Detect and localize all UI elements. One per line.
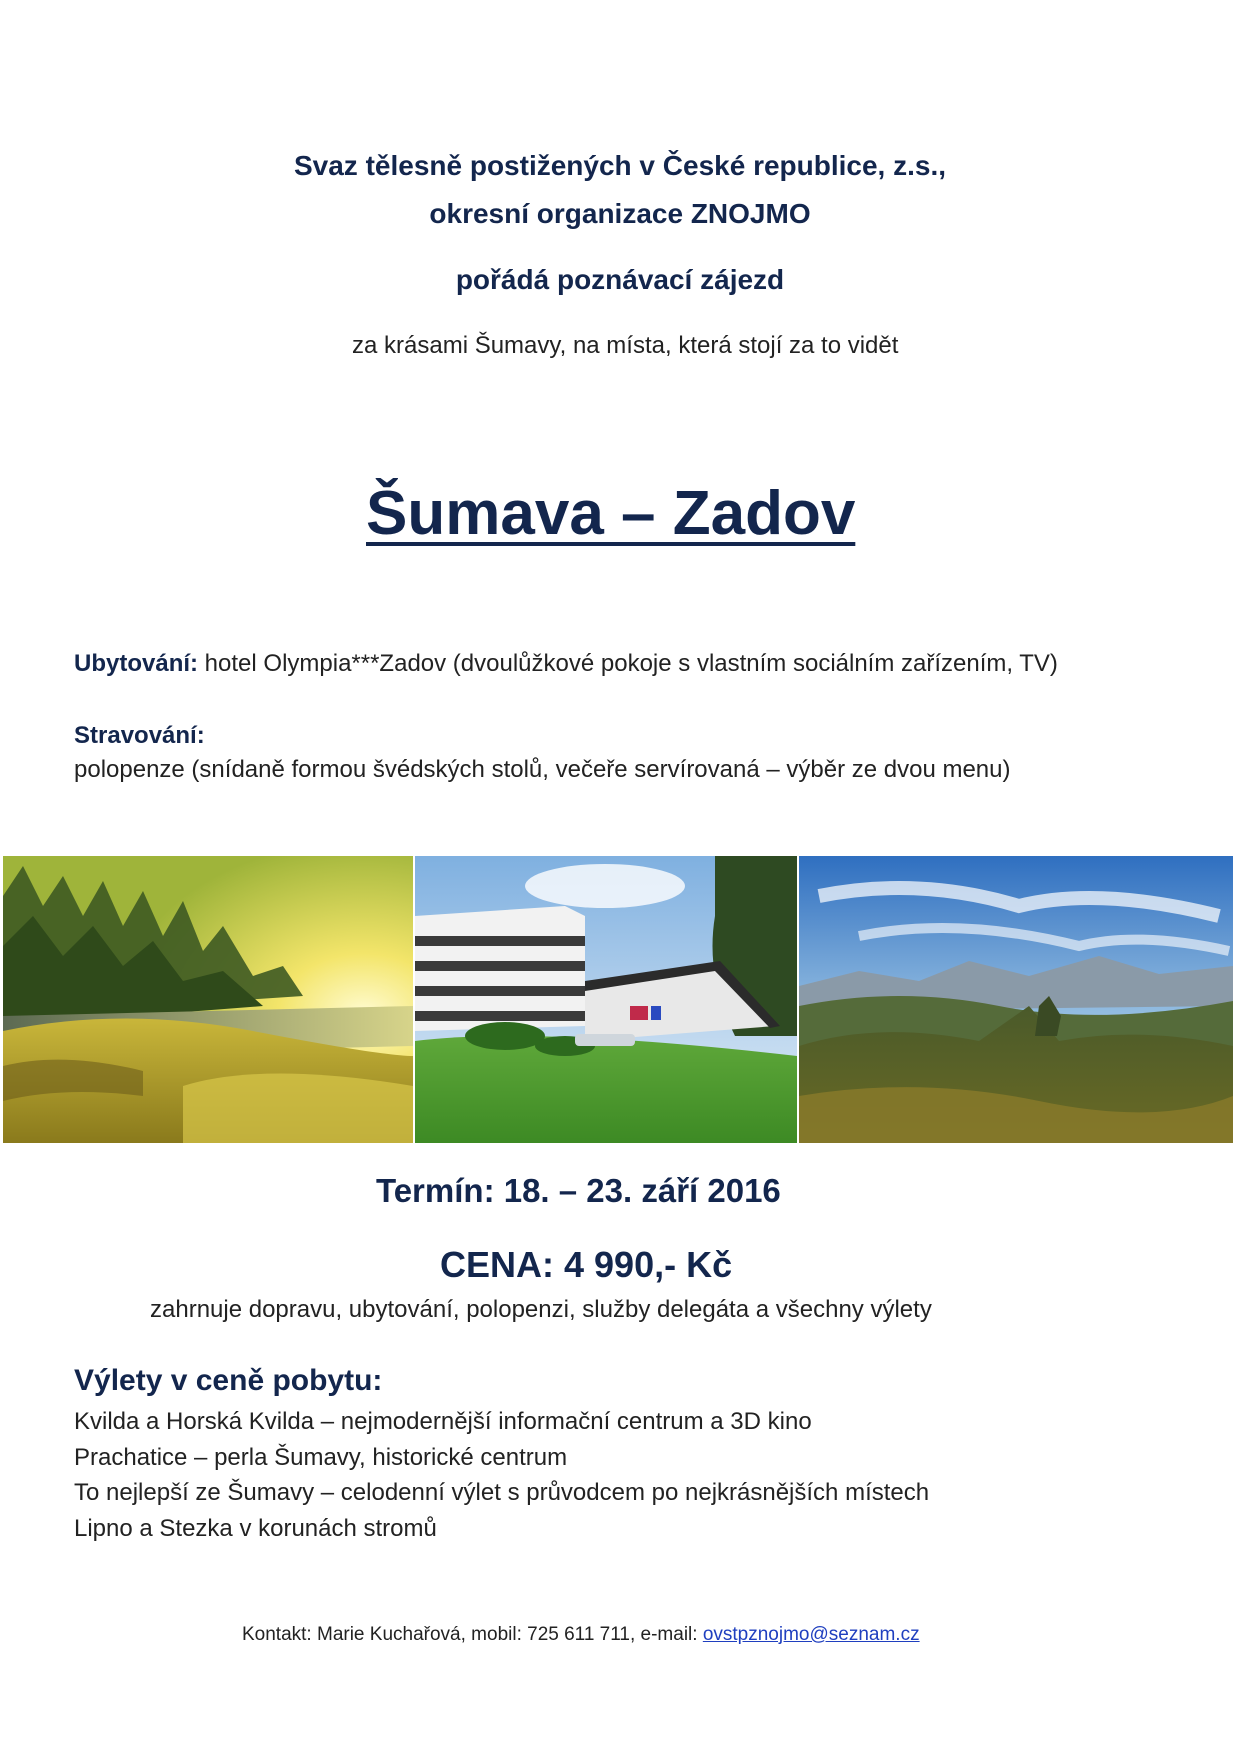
event-subtitle: za krásami Šumavy, na místa, která stojí za to vidět bbox=[352, 332, 899, 359]
contact-line bbox=[242, 1624, 920, 1646]
event-term: Termín: 18. – 23. září 2016 bbox=[376, 1172, 781, 1209]
photo-strip bbox=[3, 856, 1233, 1143]
page-title: Šumava – Zadov bbox=[366, 479, 856, 548]
list-item: Kvilda a Horská Kvilda – nejmodernější informační centrum a 3D kino bbox=[74, 1408, 812, 1435]
event-intro: pořádá poznávací zájezd bbox=[455, 264, 785, 295]
hotel-photo bbox=[415, 856, 797, 1143]
meals-value: polopenze (snídaně formou švédských stolů, večeře servírovaná – výběr ze dvou menu) bbox=[74, 756, 1011, 783]
accommodation-label: Ubytování: bbox=[74, 650, 199, 677]
mountain-panorama-photo bbox=[799, 856, 1233, 1143]
accommodation-line bbox=[74, 650, 1058, 678]
organization-branch: okresní organizace ZNOJMO bbox=[429, 198, 811, 229]
trips-list bbox=[74, 1404, 929, 1546]
email-link[interactable]: ovstpznojmo@seznam.cz bbox=[702, 1624, 920, 1645]
price-headline: CENA: 4 990,- Kč bbox=[440, 1244, 733, 1285]
organization-name: Svaz tělesně postižených v České republice, z.s., bbox=[293, 150, 947, 181]
list-item: Prachatice – perla Šumavy, historické centrum bbox=[74, 1443, 568, 1471]
accommodation-value: hotel Olympia***Zadov (dvoulůžkové pokoje s vlastním sociálním zařízením, TV) bbox=[198, 650, 1058, 677]
trips-heading: Výlety v ceně pobytu: bbox=[74, 1364, 383, 1397]
contact-text: Kontakt: Marie Kuchařová, mobil: 725 611 711, e-mail: bbox=[242, 1624, 703, 1645]
list-item: To nejlepší ze Šumavy – celodenní výlet s průvodcem po nejkrásnějších místech bbox=[74, 1479, 930, 1506]
list-item: Lipno a Stezka v korunách stromů bbox=[74, 1514, 437, 1542]
price-note: zahrnuje dopravu, ubytování, polopenzi, služby delegáta a všechny výlety bbox=[150, 1296, 932, 1323]
river-landscape-photo bbox=[3, 856, 413, 1143]
meals-label: Stravování: bbox=[74, 722, 205, 749]
